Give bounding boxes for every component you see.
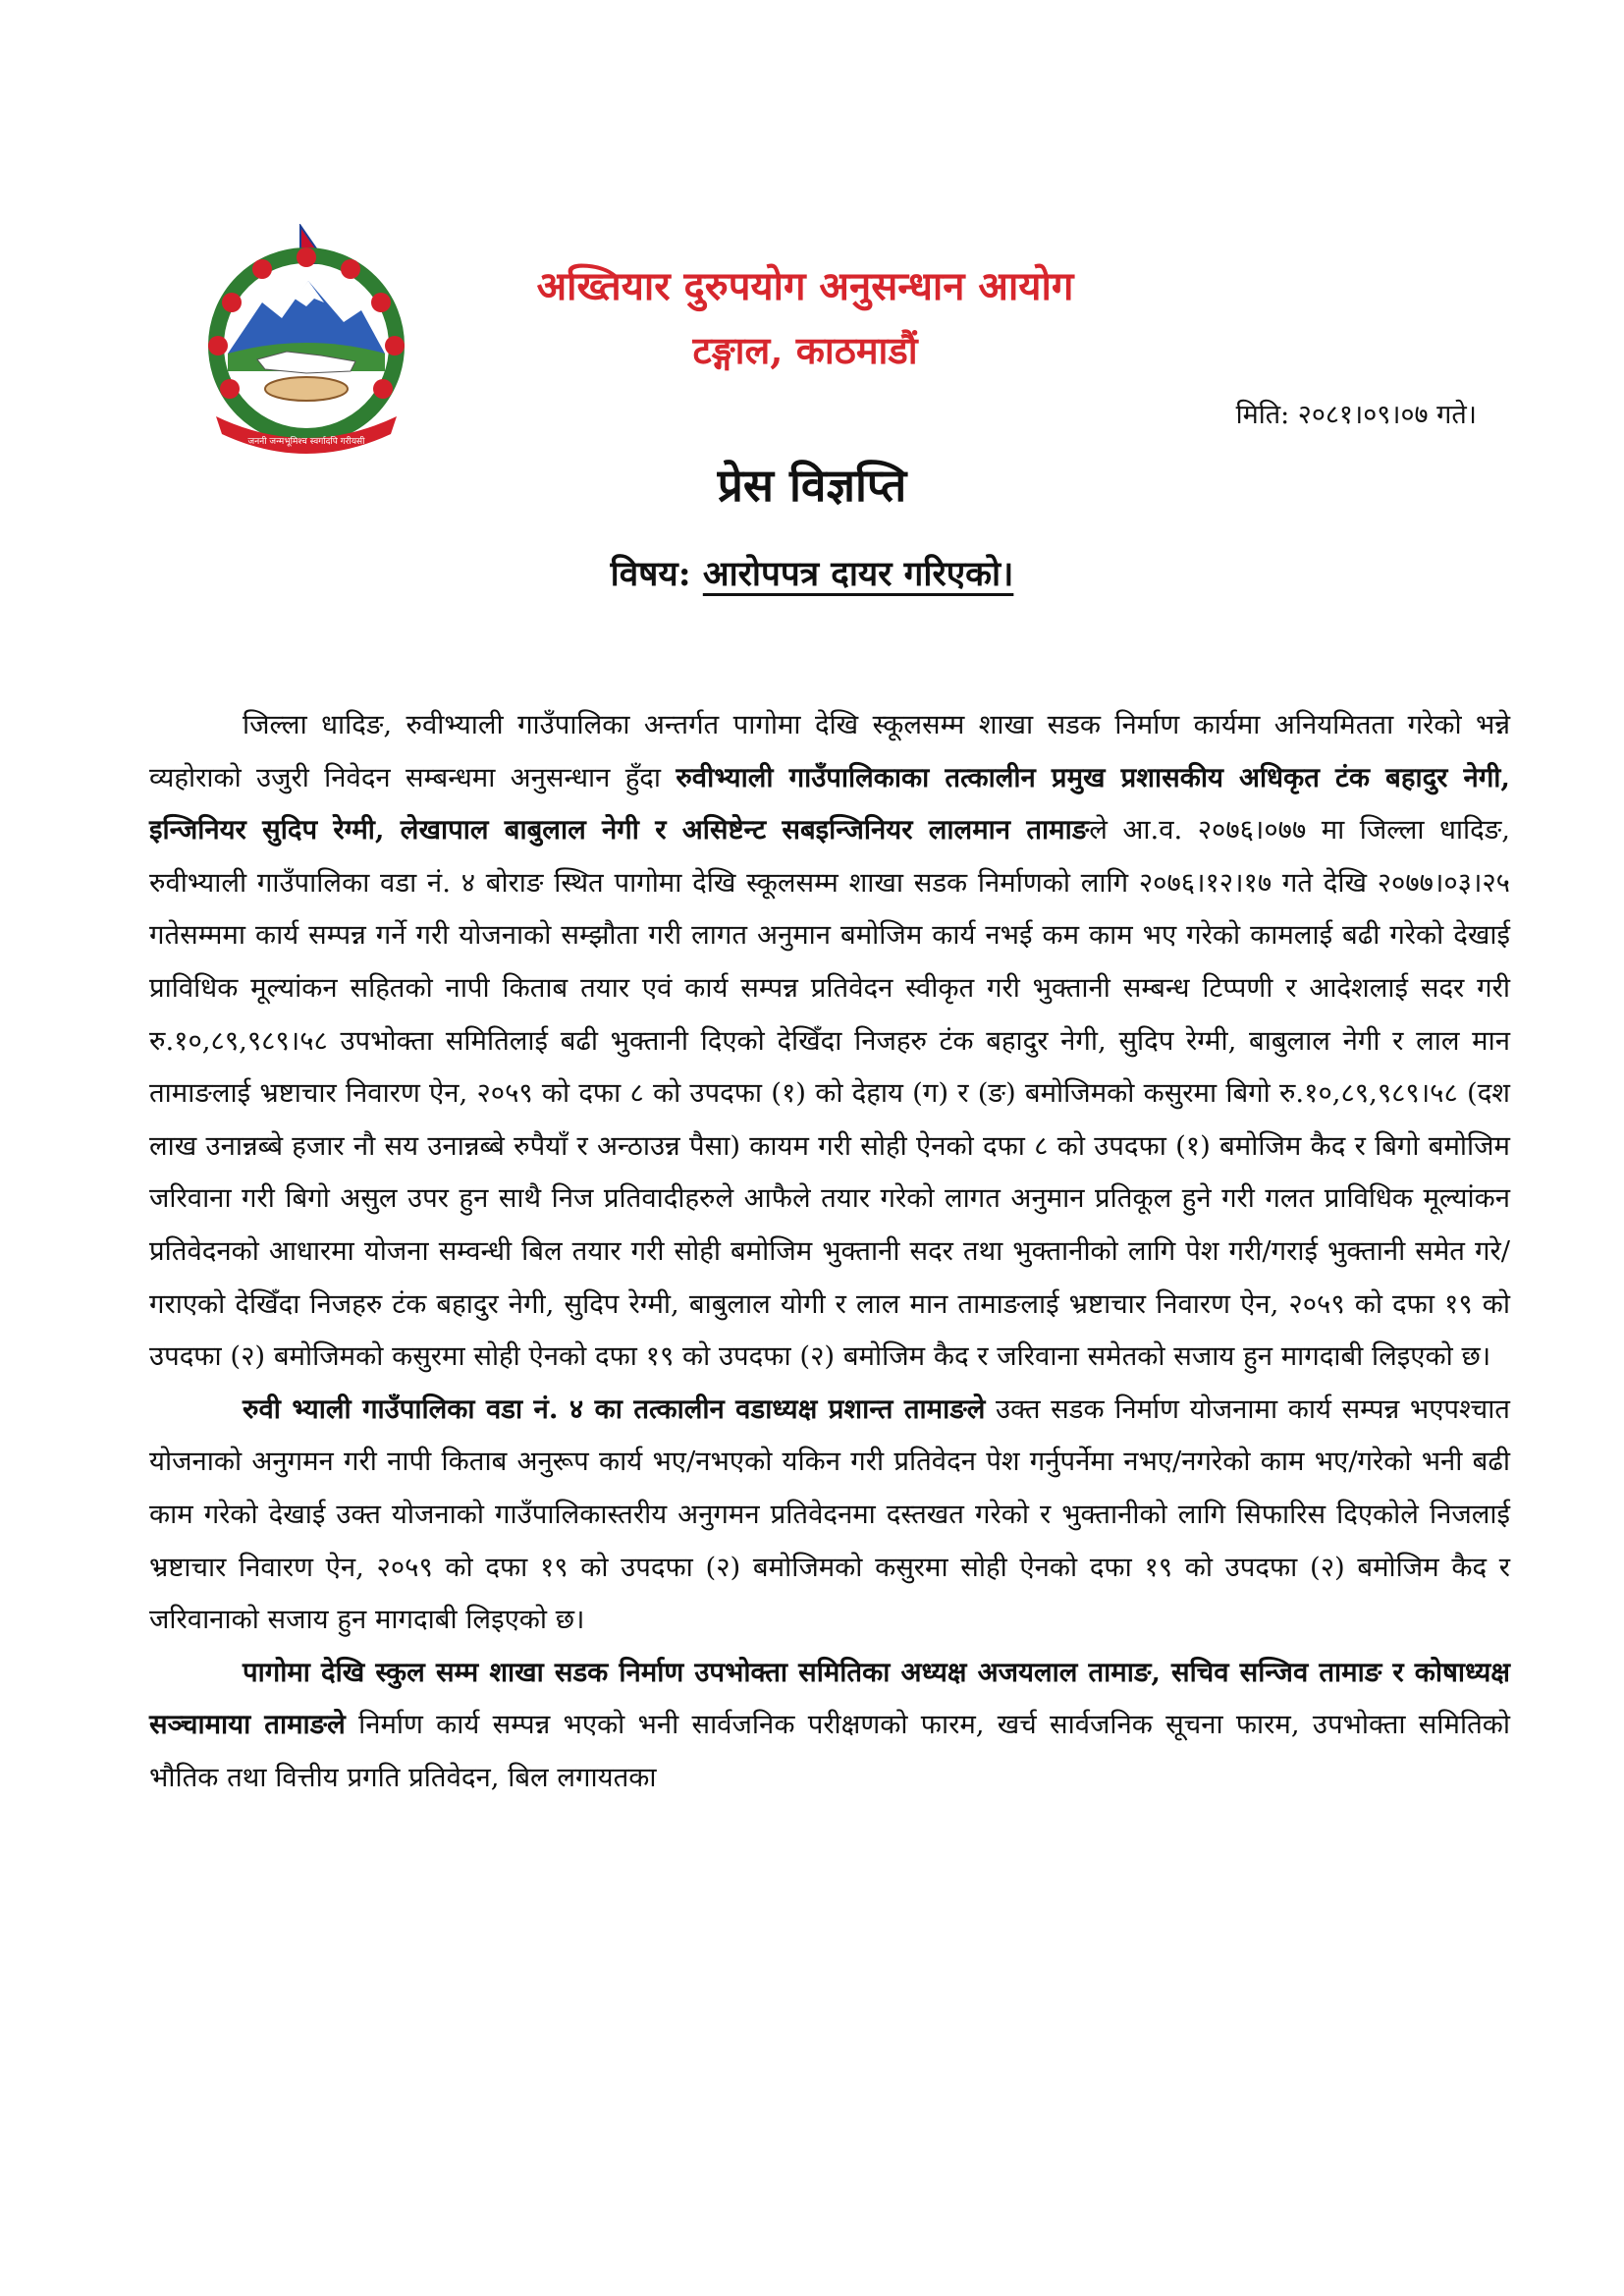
subject-label: विषय: <box>610 554 703 594</box>
paragraph-2-bold: रुवी भ्याली गाउँपालिका वडा नं. ४ का तत्कालीन वडाध्यक्ष प्रशान्त तामाङले <box>243 1393 986 1425</box>
document-title: प्रेस विज्ञप्ति <box>717 459 907 512</box>
subject-text: आरोपपत्र दायर गरिएको। <box>702 554 1014 594</box>
paragraph-1 <box>149 699 1510 1384</box>
nepal-emblem-logo <box>189 224 424 460</box>
document-body <box>149 699 1510 1804</box>
emblem-motto: जननी जन्मभूमिश्च स्वर्गादपि गरीयसी <box>247 437 365 447</box>
paragraph-3-bold: पागोमा देखि स्कुल सम्म शाखा सडक निर्माण उपभोक्ता समितिका अध्यक्ष अजयलाल तामाङ, सचिव सन्जिव तामाङ र कोषाध्यक्ष सञ्चामाया तामाङले <box>149 1656 1510 1741</box>
organization-name: अख्तियार दुरुपयोग अनुसन्धान आयोग <box>536 263 1074 309</box>
paragraph-2-text: उक्त सडक निर्माण योजनामा कार्य सम्पन्न भएपश्चात योजनाको अनुगमन गरी नापी किताब अनुरूप कार्य भए/नभएको यकिन गरी प्रतिवेदन पेश गर्नुपर्नेमा नभए/नगरेको काम भए/गरेको भनी बढी काम गरेको देखाई उक्त योजनाको गाउँपालिकास्तरीय अनुगमन प्रतिवेदनमा दस्तखत गरेको र भुक्तानीको लागि सिफारिस दिएकोले निजलाई भ्रष्टाचार निवारण ऐन, २०५९ को दफा १९ को उपदफा (२) बमोजिमको कसुरमा सोही ऐनको दफा १९ को उपदफा (२) बमोजिम कैद र जरिवानाको सजाय हुन मागदाबी लिइएको छ। <box>149 1393 1510 1636</box>
paragraph-1-text-b: ले आ.व. २०७६।०७७ मा जिल्ला धादिङ, रुवीभ्याली गाउँपालिका वडा नं. ४ बोराङ स्थित पागोमा देखि स्कूलसम्म शाखा सडक निर्माणको लागि २०७६।१२।१७ गते देखि २०७७।०३।२५ गतेसम्ममा कार्य सम्पन्न गर्ने गरी योजनाको सम्झौता गरी लागत अनुमान बमोजिम कार्य नभई कम काम भए गरेको कामलाई बढी गरेको देखाई प्राविधिक मूल्यांकन सहितको नापी किताब तयार एवं कार्य सम्पन्न प्रतिवेदन स्वीकृत गरी भुक्तानी सम्बन्ध टिप्पणी र आदेशलाई सदर गरी रु.१०,८९,९८९।५८ उपभोक्ता समितिलाई बढी भुक्तानी दिएको देखिँदा निजहरु टंक बहादुर नेगी, सुदिप रेग्मी, बाबुलाल नेगी र लाल मान तामाङलाई भ्रष्टाचार निवारण ऐन, २०५९ को दफा ८ को उपदफा (१) को देहाय (ग) र (ङ) बमोजिमको कसुरमा बिगो रु.१०,८९,९८९।५८ (दश लाख उनान्नब्बे हजार नौ सय उनान्नब्बे रुपैयाँ र अन्ठाउन्न पैसा) कायम गरी सोही ऐनको दफा ८ को उपदफा (१) बमोजिम कैद र बिगो बमोजिम जरिवाना गरी बिगो असुल उपर हुन साथै निज प्रतिवादीहरुले आफैले तयार गरेको लागत अनुमान प्रतिकूल हुने गरी गलत प्राविधिक मूल्यांकन प्रतिवेदनको आधारमा योजना सम्वन्धी बिल तयार गरी सोही बमोजिम भुक्तानी सदर तथा भुक्तानीको लागि पेश गरी/गराई भुक्तानी समेत गरे/गराएको देखिँदा निजहरु टंक बहादुर नेगी, सुदिप रेग्मी, बाबुलाल योगी र लाल मान तामाङलाई भ्रष्टाचार निवारण ऐन, २०५९ को दफा १९ को उपदफा (२) बमोजिमको कसुरमा सोही ऐनको दफा १९ को उपदफा (२) बमोजिम कैद र जरिवाना समेतको सजाय हुन मागदाबी लिइएको छ। <box>149 814 1510 1373</box>
subject-line <box>0 550 1624 596</box>
paragraph-2 <box>149 1384 1510 1647</box>
paragraph-1-text-a: जिल्ला धादिङ, रुवीभ्याली गाउँपालिका अन्तर्गत पागोमा देखि स्कूलसम्म शाखा सडक निर्माण कार्यमा अनियमितता गरेको भन्ने व्यहोराको उजुरी निवेदन सम्बन्धमा अनुसन्धान हुँदा <box>149 709 1510 793</box>
paragraph-1-bold: रुवीभ्याली गाउँपालिकाका तत्कालीन प्रमुख प्रशासकीय अधिकृत टंक बहादुर नेगी, इन्जिनियर सुदिप रेग्मी, लेखापाल बाबुलाल नेगी र असिष्टेन्ट सबइन्जिनियर लालमान तामाङ <box>149 761 1510 847</box>
organization-location: टङ्गाल, काठमाडौं <box>692 328 918 372</box>
paragraph-3-text: निर्माण कार्य सम्पन्न भएको भनी सार्वजनिक परीक्षणको फारम, खर्च सार्वजनिक सूचना फारम, उपभोक्ता समितिको भौतिक तथा वित्तीय प्रगति प्रतिवेदन, बिल लगायतका <box>149 1709 1511 1793</box>
paragraph-3 <box>149 1647 1510 1805</box>
date-line: मिति: २०८१।०९।०७ गते। <box>1235 400 1477 430</box>
